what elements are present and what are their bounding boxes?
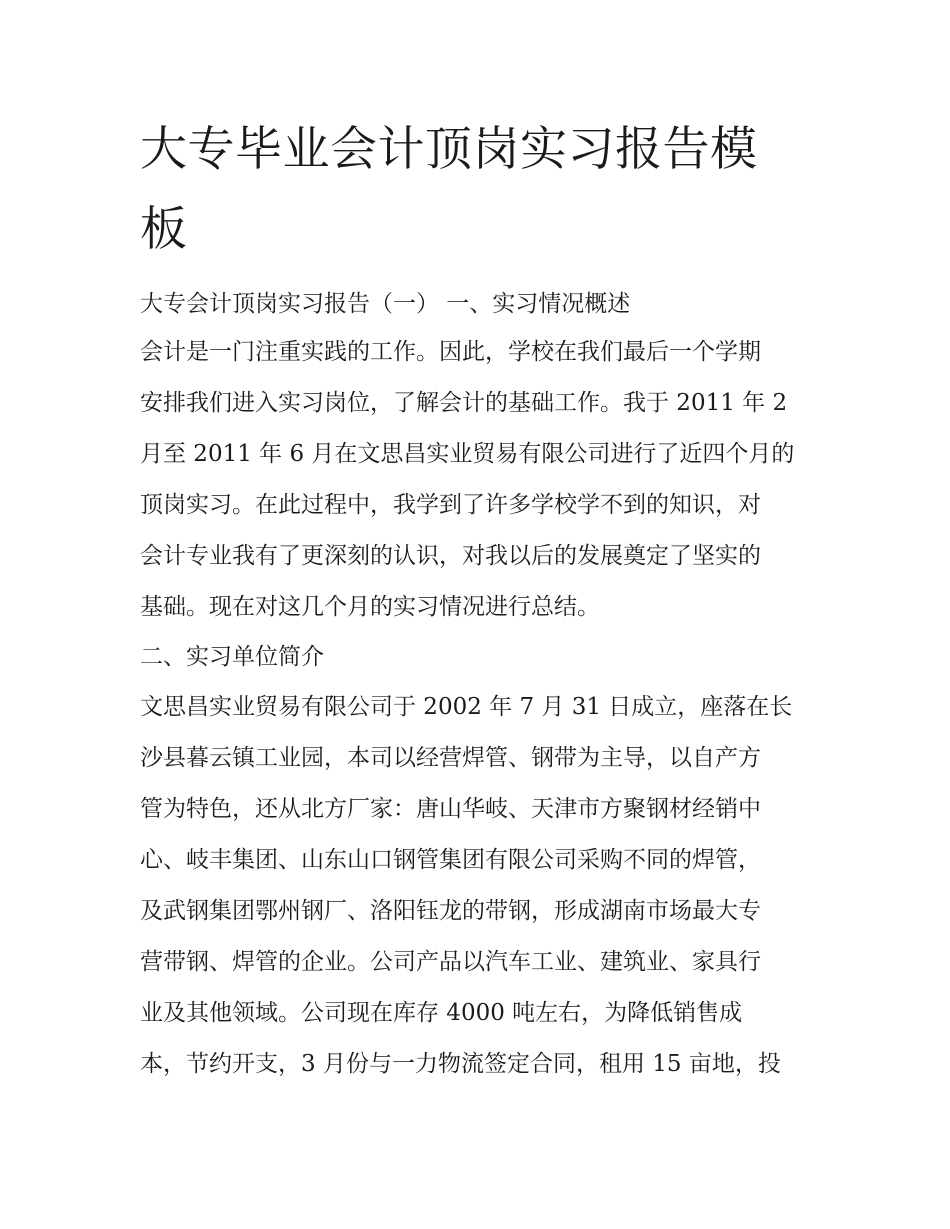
paragraph-line: 月至 2011 年 6 月在文思昌实业贸易有限公司进行了近四个月的 [140, 441, 795, 467]
title-line: 板 [140, 202, 188, 257]
paragraph-line: 及武钢集团鄂州钢厂、洛阳钰龙的带钢，形成湖南市场最大专 [140, 898, 761, 924]
paragraph-line: 营带钢、焊管的企业。公司产品以汽车工业、建筑业、家具行 [140, 949, 761, 975]
title-line: 大专毕业会计顶岗实习报告模 [140, 122, 758, 177]
paragraph-line: 基础。现在对这几个月的实习情况进行总结。 [140, 594, 600, 620]
paragraph-line: 业及其他领域。公司现在库存 4000 吨左右，为降低销售成 [140, 1000, 743, 1026]
paragraph-line: 沙县暮云镇工业园，本司以经营焊管、钢带为主导，以自产方 [140, 745, 761, 771]
section-heading [140, 632, 324, 683]
paragraph-line: 会计专业我有了更深刻的认识，对我以后的发展奠定了坚实的 [140, 543, 761, 569]
paragraph-line: 顶岗实习。在此过程中，我学到了许多学校学不到的知识，对 [140, 492, 761, 518]
paragraph-company [140, 682, 792, 1090]
section-heading-line: 二、实习单位简介 [140, 644, 324, 670]
paragraph-overview [140, 327, 794, 633]
paragraph-line: 安排我们进入实习岗位，了解会计的基础工作。我于 2011 年 2 [140, 390, 788, 416]
subtitle-line: 大专会计顶岗实习报告（一） 一、实习情况概述 [140, 291, 631, 317]
paragraph-line: 会计是一门注重实践的工作。因此，学校在我们最后一个学期 [140, 339, 761, 365]
paragraph-line: 文思昌实业贸易有限公司于 2002 年 7 月 31 日成立，座落在长 [140, 694, 793, 720]
paragraph-line: 本，节约开支，3 月份与一力物流签定合同，租用 15 亩地，投 [140, 1051, 781, 1077]
subtitle [140, 279, 630, 330]
paragraph-line: 心、岐丰集团、山东山口钢管集团有限公司采购不同的焊管， [140, 847, 761, 873]
document-title [140, 110, 820, 270]
paragraph-line: 管为特色，还从北方厂家：唐山华岐、天津市方聚钢材经销中 [140, 796, 761, 822]
